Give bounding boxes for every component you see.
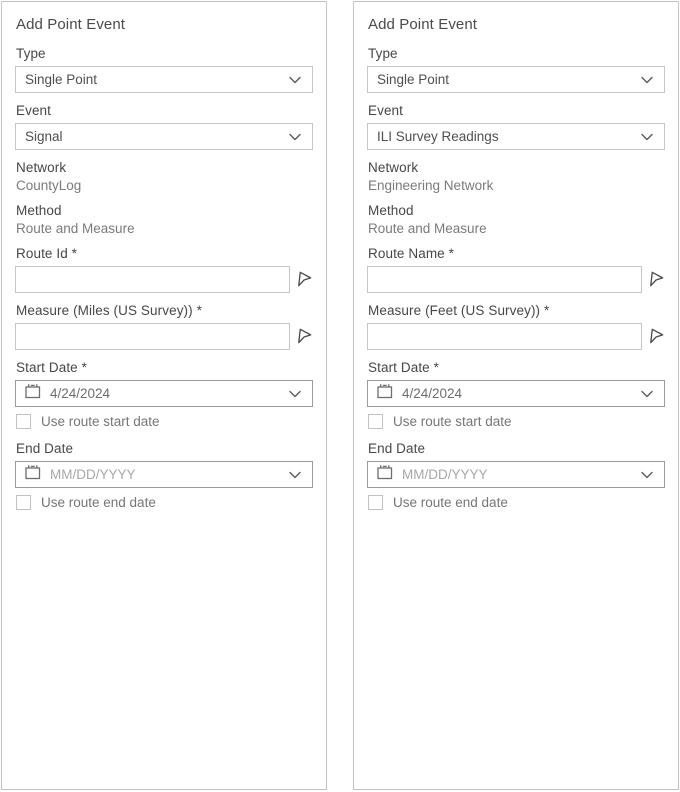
end-date-label: End Date bbox=[16, 441, 74, 456]
type-label: Type bbox=[368, 46, 398, 61]
calendar-icon bbox=[376, 464, 393, 485]
pick-route-on-map-button[interactable] bbox=[296, 270, 313, 290]
start-date-field bbox=[15, 360, 313, 407]
chevron-down-icon bbox=[640, 130, 654, 144]
page-title: Add Point Event bbox=[16, 16, 126, 33]
use-route-end-date-label: Use route end date bbox=[41, 495, 156, 510]
route-name-input[interactable] bbox=[367, 266, 642, 293]
method-label: Method bbox=[16, 203, 62, 218]
network-field bbox=[15, 160, 313, 193]
event-select-value: ILI Survey Readings bbox=[377, 129, 499, 144]
use-route-end-date-label: Use route end date bbox=[393, 495, 508, 510]
route-name-field bbox=[367, 246, 665, 293]
method-field bbox=[15, 203, 313, 236]
event-select-value: Signal bbox=[25, 129, 63, 144]
map-picker-arrow-icon bbox=[648, 327, 665, 347]
measure-input[interactable] bbox=[15, 323, 290, 350]
start-date-value: 4/24/2024 bbox=[50, 386, 111, 401]
chevron-down-icon bbox=[288, 468, 302, 482]
use-route-start-date-checkbox[interactable] bbox=[16, 414, 31, 429]
network-value: Engineering Network bbox=[368, 178, 494, 193]
start-date-picker[interactable] bbox=[367, 380, 665, 407]
event-field bbox=[367, 103, 665, 150]
chevron-down-icon bbox=[640, 387, 654, 401]
route-id-field bbox=[15, 246, 313, 293]
use-route-start-date-label: Use route start date bbox=[41, 414, 160, 429]
chevron-down-icon bbox=[640, 468, 654, 482]
method-value: Route and Measure bbox=[16, 221, 135, 236]
chevron-down-icon bbox=[640, 73, 654, 87]
end-date-picker[interactable] bbox=[367, 461, 665, 488]
type-field bbox=[367, 46, 665, 93]
use-route-start-date-row bbox=[16, 414, 313, 429]
method-field bbox=[367, 203, 665, 236]
type-select[interactable] bbox=[367, 66, 665, 93]
page-title: Add Point Event bbox=[368, 16, 478, 33]
calendar-icon bbox=[24, 464, 41, 485]
measure-label: Measure (Miles (US Survey)) * bbox=[16, 303, 202, 318]
end-date-field bbox=[367, 441, 665, 488]
chevron-down-icon bbox=[288, 73, 302, 87]
use-route-start-date-checkbox[interactable] bbox=[368, 414, 383, 429]
event-field bbox=[15, 103, 313, 150]
event-label: Event bbox=[368, 103, 404, 118]
use-route-end-date-row bbox=[16, 495, 313, 510]
pick-measure-on-map-button[interactable] bbox=[296, 327, 313, 347]
method-label: Method bbox=[368, 203, 414, 218]
type-select[interactable] bbox=[15, 66, 313, 93]
type-select-value: Single Point bbox=[25, 72, 98, 87]
start-date-picker[interactable] bbox=[15, 380, 313, 407]
use-route-start-date-label: Use route start date bbox=[393, 414, 512, 429]
panel-add-point-event-2 bbox=[353, 1, 679, 790]
end-date-placeholder: MM/DD/YYYY bbox=[50, 467, 136, 482]
type-label: Type bbox=[16, 46, 46, 61]
start-date-field bbox=[367, 360, 665, 407]
calendar-icon bbox=[24, 383, 41, 404]
measure-field bbox=[367, 303, 665, 350]
end-date-placeholder: MM/DD/YYYY bbox=[402, 467, 488, 482]
network-label: Network bbox=[16, 160, 67, 175]
calendar-icon bbox=[376, 383, 393, 404]
map-picker-arrow-icon bbox=[296, 327, 313, 347]
event-select[interactable] bbox=[15, 123, 313, 150]
map-picker-arrow-icon bbox=[296, 270, 313, 290]
chevron-down-icon bbox=[288, 387, 302, 401]
measure-input[interactable] bbox=[367, 323, 642, 350]
type-field bbox=[15, 46, 313, 93]
use-route-start-date-row bbox=[368, 414, 665, 429]
use-route-end-date-row bbox=[368, 495, 665, 510]
measure-label: Measure (Feet (US Survey)) * bbox=[368, 303, 550, 318]
panel-add-point-event-1 bbox=[1, 1, 327, 790]
route-name-label: Route Name * bbox=[368, 246, 454, 261]
use-route-end-date-checkbox[interactable] bbox=[368, 495, 383, 510]
start-date-label: Start Date * bbox=[16, 360, 87, 375]
type-select-value: Single Point bbox=[377, 72, 450, 87]
route-id-label: Route Id * bbox=[16, 246, 78, 261]
event-label: Event bbox=[16, 103, 52, 118]
network-value: CountyLog bbox=[16, 178, 82, 193]
start-date-value: 4/24/2024 bbox=[402, 386, 463, 401]
chevron-down-icon bbox=[288, 130, 302, 144]
use-route-end-date-checkbox[interactable] bbox=[16, 495, 31, 510]
end-date-label: End Date bbox=[368, 441, 426, 456]
measure-field bbox=[15, 303, 313, 350]
end-date-picker[interactable] bbox=[15, 461, 313, 488]
network-label: Network bbox=[368, 160, 419, 175]
pick-route-on-map-button[interactable] bbox=[648, 270, 665, 290]
route-id-input[interactable] bbox=[15, 266, 290, 293]
start-date-label: Start Date * bbox=[368, 360, 439, 375]
end-date-field bbox=[15, 441, 313, 488]
pick-measure-on-map-button[interactable] bbox=[648, 327, 665, 347]
event-select[interactable] bbox=[367, 123, 665, 150]
method-value: Route and Measure bbox=[368, 221, 487, 236]
map-picker-arrow-icon bbox=[648, 270, 665, 290]
network-field bbox=[367, 160, 665, 193]
